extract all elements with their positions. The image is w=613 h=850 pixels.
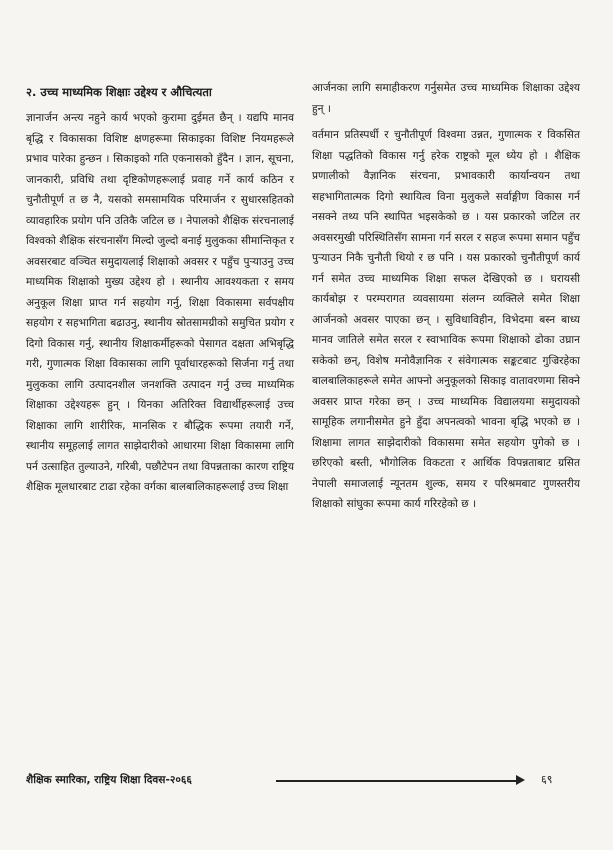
page-footer — [26, 770, 586, 792]
body-paragraph: ज्ञानार्जन अन्त्य नहुने कार्य भएको कुरामा दुईमत छैन् । यद्यपि मानव बृद्धि र विकासका विशिष्ट क्षणहरूमा सिकाइका विशिष्ट नियमहरूले प्रभाव पारेका हुन्छन । सिकाइको गति एकनासको हुँदैन । ज्ञान, सूचना, जानकारी, प्रविधि तथा दृष्टिकोणहरूलाई प्रवाह गर्ने कार्य कठिन र चुनौतीपूर्ण त छ नै, यसको समसामयिक परिमार्जन र सुधारसहितको व्यावहारिक प्रयोग पनि उतिकै जटिल छ । नेपालको शैक्षिक संरचनालाई विश्वको शैक्षिक संरचनासँग मिल्दो जुल्दो बनाई मुलुकका सीमान्तिकृत र अवसरबाट वञ्चित समुदायलाई शिक्षाको अवसर र पहुँच पुऱ्याउनु उच्च माध्यमिक शिक्षाको मुख्य उद्देश्य हो । स्थानीय आवश्यकता र समय अनुकूल शिक्षा प्राप्त गर्न सहयोग गर्नु, शिक्षा विकासमा सर्वपक्षीय सहयोग र सहभागिता बढाउनु, स्थानीय स्रोतसामग्रीको समुचित प्रयोग र दिगो विकास गर्नु, स्थानीय शिक्षाकर्मीहरूको पेसागत दक्षता अभिबृद्धि गरी, गुणात्मक शिक्षा विकासका लागि पूर्वाधारहरूको सिर्जना गर्नु तथा मुलुकका लागि उत्पादनशील जनशक्ति उत्पादन गर्नु उच्च माध्यमिक शिक्षाका उद्देश्यहरू हुन् । यिनका अतिरिक्त विद्यार्थीहरूलाई उच्च शिक्षाका लागि शारीरिक, मानसिक र बौद्धिक रूपमा तयारी गर्ने, स्थानीय समूहलाई लागत साझेदारीको आधारमा शिक्षा विकासमा लागि पर्न उत्साहित तुल्याउने, गरिबी, पछौटेपन तथा विपन्नताका कारण राष्ट्रिय शैक्षिक मूलधारबाट टाढा रहेका वर्गका बालबालिकाहरूलाई उच्च शिक्षा — [26, 112, 294, 493]
body-paragraph: वर्तमान प्रतिस्पर्धी र चुनौतीपूर्ण विश्वमा उन्नत, गुणात्मक र विकसित शिक्षा पद्धतिको विकास गर्नु हरेक राष्ट्रको मूल ध्येय हो । शैक्षिक प्रणालीको वैज्ञानिक संरचना, प्रभावकारी कार्यान्वयन तथा सहभागितात्मक दिगो स्थायित्व विना मुलुकले सर्वाङ्गीण विकास गर्न नसक्ने तथ्य पनि स्थापित भइसकेको छ । यस प्रकारको जटिल तर अवसरमुखी परिस्थितिसँग सामना गर्न सरल र सहज रूपमा समान पहुँच पुऱ्याउन निकै चुनौती थियो र छ पनि । यस प्रकारको चुनौतीपूर्ण कार्य गर्न समेत उच्च माध्यमिक शिक्षा सफल देखिएको छ । घरायसी कार्यबोझ र परम्परागत व्यवसायमा संलग्न व्यक्तिले समेत शिक्षा आर्जनको अवसर पाएका छन् । सुविधाविहीन, विभेदमा बस्न बाध्य मानव जातिले समेत सरल र स्वाभाविक रूपमा शिक्षाको ढोका उघ्रान सकेको छन्, विशेष मनोवैज्ञानिक र संवेगात्मक सङ्कटबाट गुज्रिरहेका बालबालिकाहरूले समेत आफ्नो अनुकूलको सिकाइ वातावरणमा सिक्ने अवसर प्राप्त गरेका छन् । उच्च माध्यमिक विद्यालयमा समुदायको सामूहिक लगानीसमेत हुने हुँदा अपनत्वको भावना बृद्धि भएको छ । शिक्षामा लागत साझेदारीको विकासमा समेत सहयोग पुगेको छ । छरिएको बस्ती, भौगोलिक विकटता र आर्थिक विपन्नताबाट ग्रसित नेपाली समाजलाई न्यूनतम शुल्क, समय र परिश्रमबाट गुणस्तरीय शिक्षाको सांघुका रूपमा कार्य गरिरहेको छ । — [312, 129, 580, 510]
page-number: ६९ — [541, 773, 553, 786]
footer-rule — [276, 780, 518, 782]
body-paragraph: आर्जनका लागि समाहीकरण गर्नुसमेत उच्च माध्यमिक शिक्षाका उद्देश्य हुन् । — [312, 82, 580, 115]
left-column — [26, 82, 294, 498]
publication-title: शैक्षिक स्मारिका, राष्ट्रिय शिक्षा दिवस-२०६६ — [26, 774, 192, 786]
right-column — [312, 78, 580, 515]
arrow-right-icon — [516, 775, 525, 785]
section-heading: २. उच्च माध्यमिक शिक्षाः उद्देश्य र औचित्यता — [26, 85, 212, 99]
